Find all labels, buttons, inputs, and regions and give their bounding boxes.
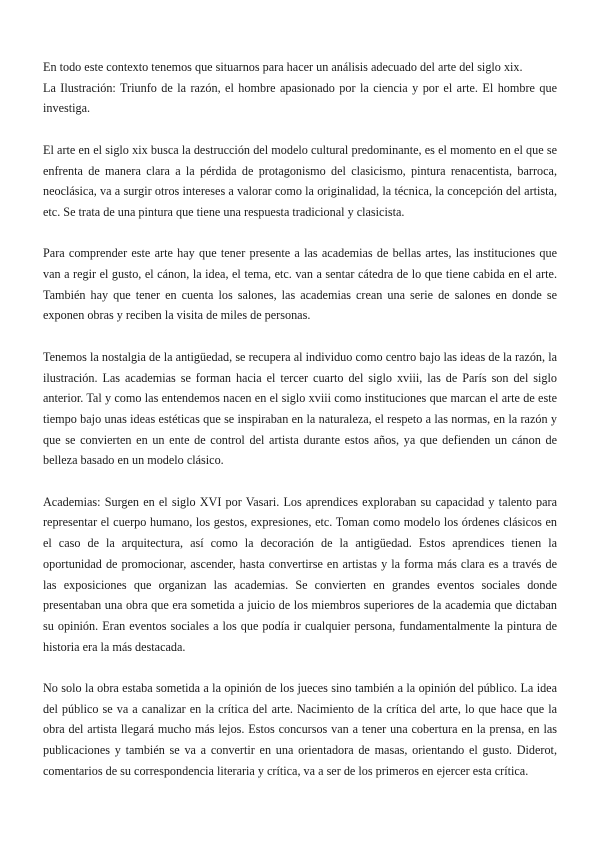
paragraph-arte-siglo-xix: El arte en el siglo xix busca la destrucción del modelo cultural predominante, es el momento en el que se enfrenta de manera clara a la pérdida de protagonismo del clasicismo, pintura renacentista, barroca, neoclásica, va a surgir otros intereses a valorar como la originalidad, la técnica, la concepción del artista, etc. Se trata de una pintura que tiene una respuesta tradicional y clasicista. — [43, 142, 557, 219]
paragraph-nostalgia-antiguedad: Tenemos la nostalgia de la antigüedad, se recupera al individuo como centro bajo las ideas de la razón, la ilustración. Las academias se forman hacia el tercer cuarto del siglo xviii, las de París son del siglo anterior. Tal y como las entendemos nacen en el siglo xviii como instituciones que marcan el arte de este tiempo bajo unas ideas estéticas que se inspiraban en la naturaleza, el respeto a las normas, en la razón y que se convierten en un ente de control del artista durante estos años, ya que defienden un cánon de belleza basado en un modelo clásico. — [43, 349, 557, 468]
paragraph-academias-vasari: Academias: Surgen en el siglo XVI por Vasari. Los aprendices exploraban su capacidad y talento para representar el cuerpo humano, los gestos, expresiones, etc. Toman como modelo los órdenes clásicos en el caso de la arquitectura, así como la decoración de la antigüedad. Estos aprendices tienen la oportunidad de promocionar, ascender, hasta convertirse en artistas y la forma más clara es a través de las exposiciones que organizan las academias. Se convierten en grandes eventos sociales donde presentaban una obra que era sometida a juicio de los miembros superiores de la academia que dictaban su opinión. Eran eventos sociales a los que podía ir cualquier persona, fundamentalmente la pintura de historia era la más destacada. — [43, 494, 557, 654]
paragraph-critica-arte: No solo la obra estaba sometida a la opinión de los jueces sino también a la opinión del público. La idea del público se va a canalizar en la crítica del arte. Nacimiento de la crítica del arte, lo que hace que la obra del artista llegará mucho más lejos. Estos concursos van a tener una cobertura en la prensa, en las publicaciones y también se va a convertir en una orientadora de masas, orientando el gusto. Diderot, comentarios de su correspondencia literaria y crítica, va a ser de los primeros en ejercer esta crítica. — [43, 681, 557, 778]
document-page — [43, 57, 557, 782]
paragraph-intro: En todo este contexto tenemos que situarnos para hacer un análisis adecuado del arte del siglo xix. — [43, 60, 523, 74]
paragraph-ilustracion: La Ilustración: Triunfo de la razón, el hombre apasionado por la ciencia y por el arte. El hombre que investiga. — [43, 80, 557, 116]
paragraph-academias-bellas-artes: Para comprender este arte hay que tener presente a las academias de bellas artes, las instituciones que van a regir el gusto, el cánon, la idea, el tema, etc. van a sentar cátedra de lo que tiene cabida en el arte. También hay que tener en cuenta los salones, las academias crean una serie de salones en donde se exponen obras y reciben la visita de miles de personas. — [43, 246, 557, 323]
